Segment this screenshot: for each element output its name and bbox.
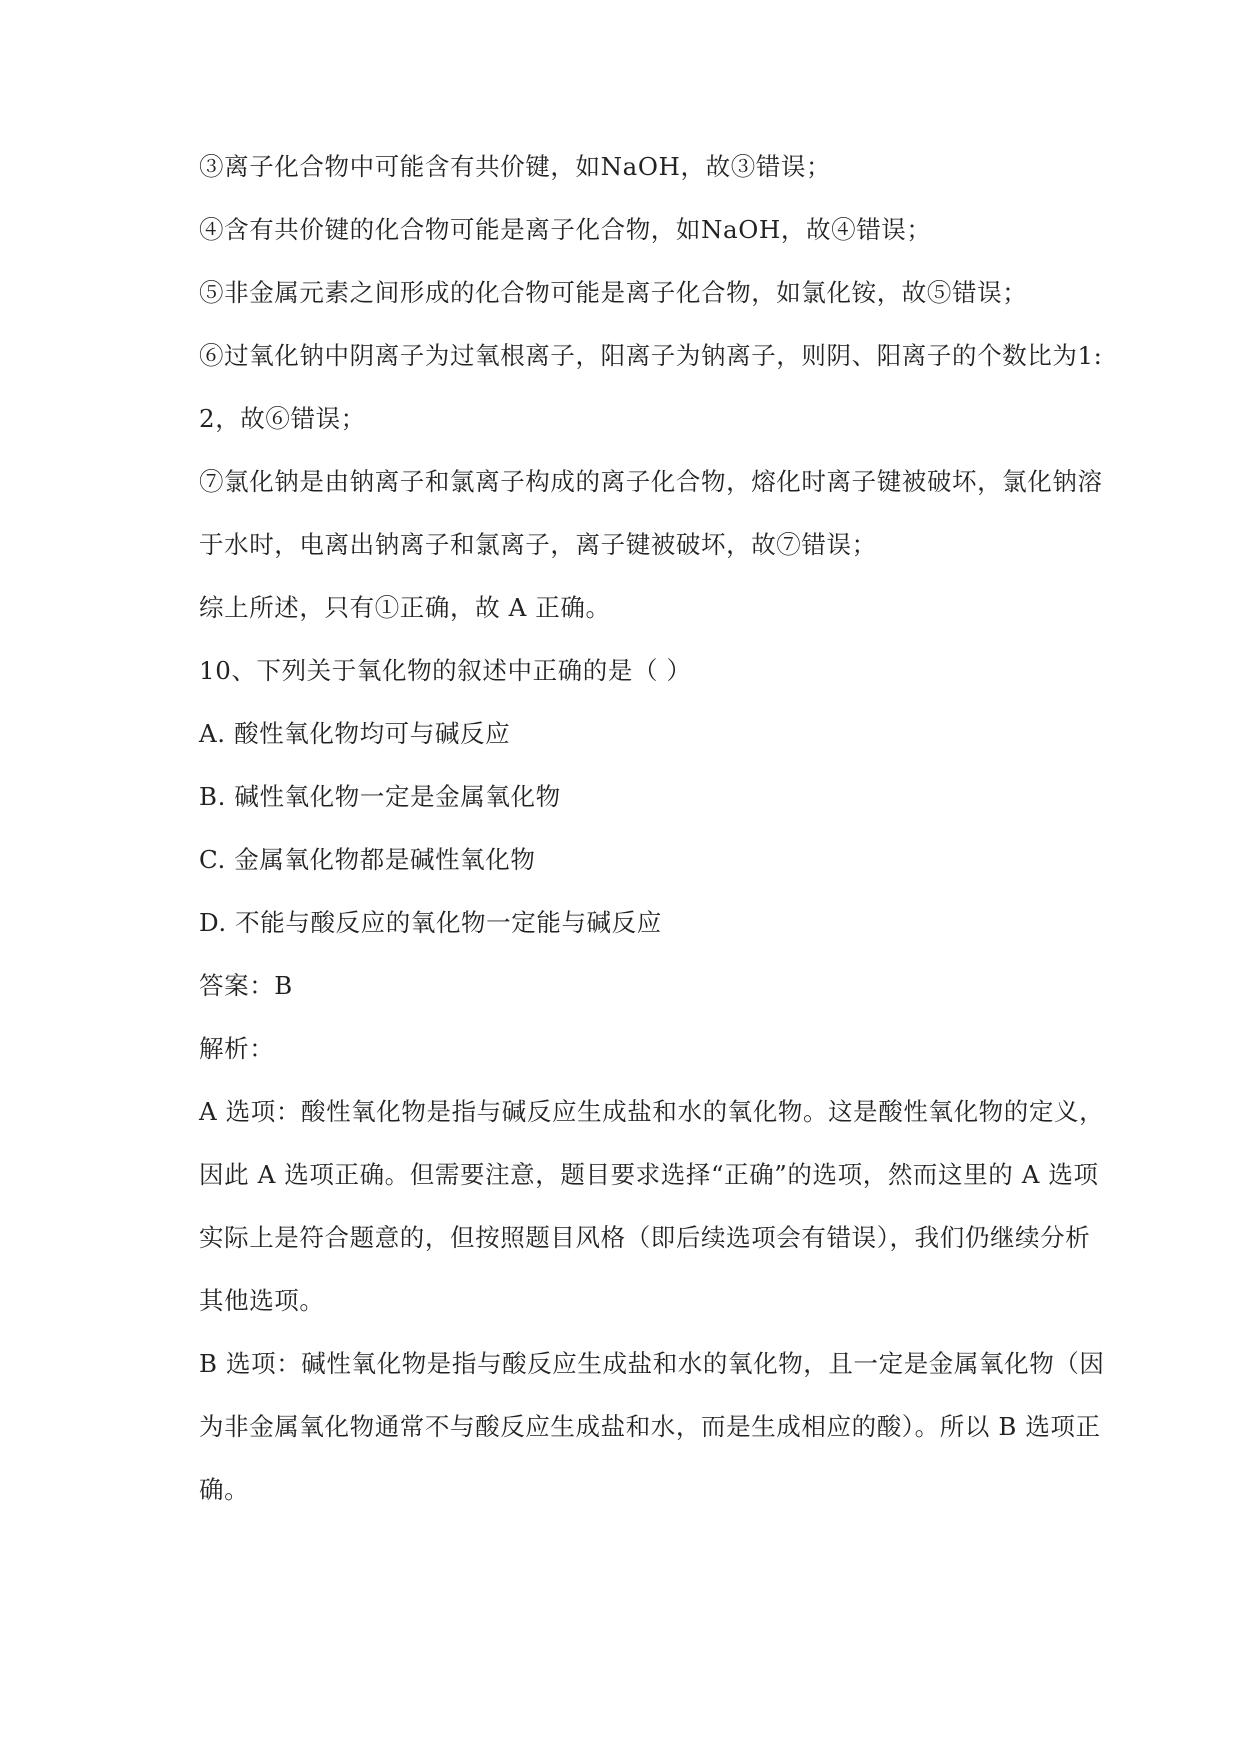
option-a: A. 酸性氧化物均可与碱反应 [199,719,511,748]
analysis-b-line1: B 选项：碱性氧化物是指与酸反应生成盐和水的氧化物，且一定是金属氧化物（因 [199,1349,1105,1378]
option-d: D. 不能与酸反应的氧化物一定能与碱反应 [199,908,662,937]
text-line-item6: ⑥过氧化钠中阴离子为过氧根离子，阳离子为钠离子，则阴、阳离子的个数比为1: [199,341,1103,370]
analysis-a-line4: 其他选项。 [199,1286,325,1315]
question-10-title: 10、下列关于氧化物的叙述中正确的是（ ） [199,656,692,685]
analysis-a-line3: 实际上是符合题意的，但按照题目风格（即后续选项会有错误），我们仍继续分析 [199,1223,1091,1252]
option-c: C. 金属氧化物都是碱性氧化物 [199,845,536,874]
answer-line: 答案：B [199,971,293,1000]
option-b: B. 碱性氧化物一定是金属氧化物 [199,782,561,811]
text-line-summary: 综上所述，只有①正确，故 A 正确。 [199,593,611,622]
analysis-b-line3: 确。 [199,1475,250,1504]
analysis-a-line1: A 选项：酸性氧化物是指与碱反应生成盐和水的氧化物。这是酸性氧化物的定义， [199,1097,1105,1126]
analysis-b-line2: 为非金属氧化物通常不与酸反应生成盐和水，而是生成相应的酸）。所以 B 选项正 [199,1412,1101,1441]
analysis-heading: 解析： [199,1034,275,1063]
text-line-item7: ⑦氯化钠是由钠离子和氯离子构成的离子化合物，熔化时离子键被破坏，氯化钠溶 [199,467,1103,496]
text-line-item7-cont: 于水时，电离出钠离子和氯离子，离子键被破坏，故⑦错误； [199,530,877,559]
text-line-item6-cont: 2，故⑥错误； [199,404,366,433]
text-line-item4: ④含有共价键的化合物可能是离子化合物，如NaOH，故④错误； [199,215,932,244]
text-line-item3: ③离子化合物中可能含有共价键，如NaOH，故③错误； [199,152,832,181]
analysis-a-line2: 因此 A 选项正确。但需要注意，题目要求选择“正确”的选项，然而这里的 A 选项 [199,1160,1099,1189]
text-line-item5: ⑤非金属元素之间形成的化合物可能是离子化合物，如氯化铵，故⑤错误； [199,278,1028,307]
